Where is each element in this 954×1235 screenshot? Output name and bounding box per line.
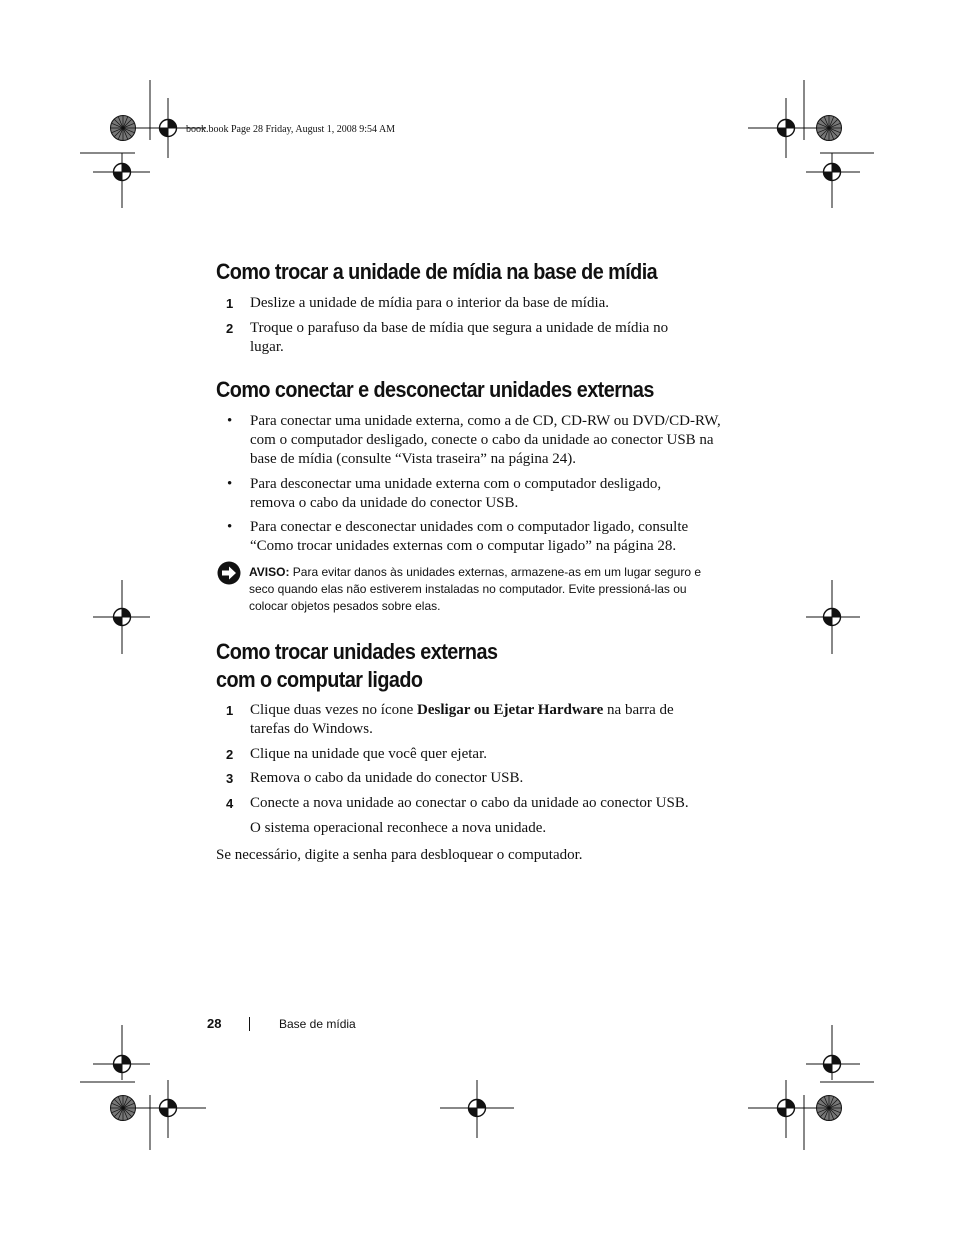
step-followup — [226, 819, 726, 838]
list-item — [226, 475, 696, 513]
step-number: 3 — [226, 771, 234, 786]
section-heading-trocar-unidade: Como trocar a unidade de mídia na base de mídia — [216, 259, 658, 284]
step-number: 2 — [226, 747, 234, 762]
list-item — [226, 745, 726, 764]
step-number: 4 — [226, 796, 234, 811]
list-item — [226, 319, 696, 357]
notice-text: Para evitar danos às unidades externas, armazene-as em um lugar seguro e seco quando elas não estiverem instaladas no computador. Evite pressioná-las ou colocar objetos pesados sobre elas. — [249, 565, 702, 613]
step-number: 2 — [226, 321, 234, 336]
hardware-control-name: Desligar ou Ejetar Hardware — [417, 702, 604, 718]
section-heading-trocar-ligado-line1: Como trocar unidades externas — [216, 639, 498, 664]
step-text: Clique duas vezes no ícone Desligar ou Ejetar Hardware na barra de tarefas do Windows. — [250, 702, 674, 737]
bullet-text: Para desconectar uma unidade externa com o computador desligado, remova o cabo da unidade do conector USB. — [250, 476, 662, 511]
followup-text: O sistema operacional reconhece a nova unidade. — [250, 820, 547, 836]
step-text: Deslize a unidade de mídia para o interior da base de mídia. — [250, 295, 610, 311]
step-number: 1 — [226, 703, 234, 718]
step-text: Clique na unidade que você quer ejetar. — [250, 746, 487, 762]
bullet-text: Para conectar uma unidade externa, como a de CD, CD-RW ou DVD/CD-RW, com o computador desligado, conecte o cabo da unidade ao conector USB na base de mídia (consulte “Vista traseira” na página 24). — [250, 413, 721, 467]
footer-divider — [249, 1017, 250, 1031]
bullet: • — [227, 476, 233, 492]
closing-paragraph: Se necessário, digite a senha para desbloquear o computador. — [216, 847, 583, 863]
section-heading-trocar-ligado-line2: com o computar ligado — [216, 667, 423, 692]
notice-arrow-icon — [217, 561, 241, 585]
list-item — [226, 518, 714, 556]
footer-section-title: Base de mídia — [279, 1017, 356, 1031]
list-item — [226, 412, 724, 469]
list-item — [226, 701, 686, 739]
step-text: Troque o parafuso da base de mídia que segura a unidade de mídia no lugar. — [250, 320, 669, 355]
list-item — [226, 794, 726, 813]
step-number: 1 — [226, 296, 234, 311]
page-number: 28 — [207, 1016, 222, 1031]
step-text: Remova o cabo da unidade do conector USB. — [250, 770, 524, 786]
bullet-text: Para conectar e desconectar unidades com o computador ligado, consulte “Como trocar unidades externas com o computar ligado” na página 28. — [250, 519, 689, 554]
notice-label: AVISO: — [249, 565, 290, 579]
section-heading-conectar-desconectar: Como conectar e desconectar unidades externas — [216, 377, 654, 402]
running-head: book.book Page 28 Friday, August 1, 2008 9:54 AM — [186, 124, 396, 135]
list-item — [226, 769, 726, 788]
bullet: • — [227, 413, 233, 429]
bullet: • — [227, 519, 233, 535]
notice-box — [249, 564, 719, 615]
step-text: Conecte a nova unidade ao conectar o cabo da unidade ao conector USB. — [250, 795, 689, 811]
list-item — [226, 294, 726, 313]
